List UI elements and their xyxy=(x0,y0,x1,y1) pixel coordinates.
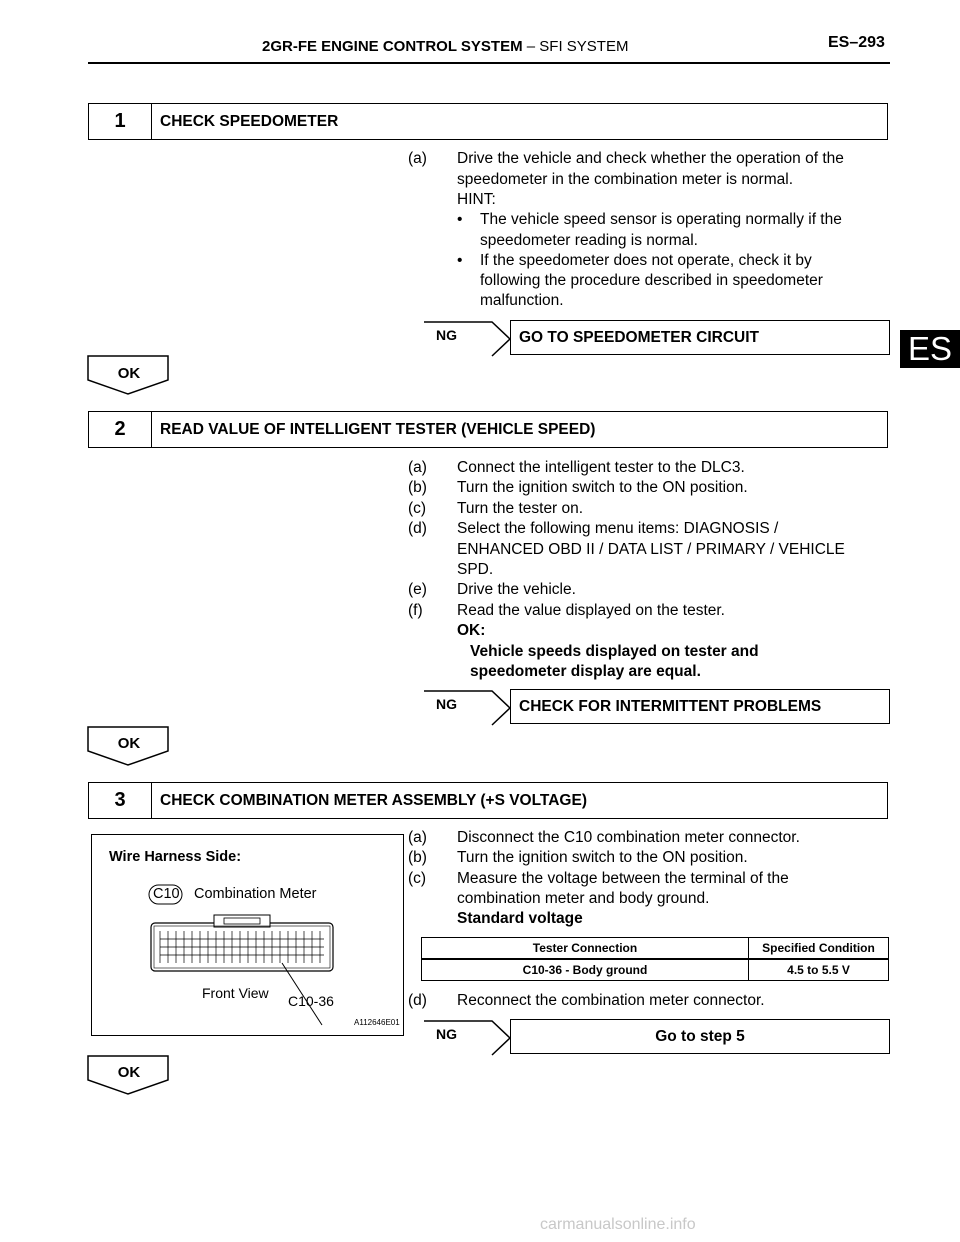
page-number: ES–293 xyxy=(828,34,885,51)
step-2-label-f: (f) xyxy=(408,602,423,619)
standard-voltage-table xyxy=(421,937,889,981)
step-1-number: 1 xyxy=(89,104,152,139)
step-2-line: Turn the ignition switch to the ON position. xyxy=(457,479,748,496)
step-2-label-c: (c) xyxy=(408,500,427,517)
step-2-label-a: (a) xyxy=(408,459,427,476)
view-label: Front View xyxy=(202,985,269,1001)
table-header: Specified Condition xyxy=(749,938,889,960)
ng-arrow-icon xyxy=(424,691,514,725)
step-2-ng-action: CHECK FOR INTERMITTENT PROBLEMS xyxy=(510,689,890,724)
step-2-header xyxy=(88,411,888,448)
step-3-line: Measure the voltage between the terminal of the xyxy=(457,870,789,887)
ng-arrow-icon xyxy=(424,322,514,356)
step-1-line: speedometer in the combination meter is normal. xyxy=(457,171,793,188)
step-3-label-c: (c) xyxy=(408,870,427,887)
step-3-line: Disconnect the C10 combination meter connector. xyxy=(457,829,800,846)
step-1-label-a: (a) xyxy=(408,150,427,167)
step-3-ok-label: OK xyxy=(117,1064,141,1081)
figure-title: Wire Harness Side: xyxy=(109,849,242,865)
step-3-ng-action: Go to step 5 xyxy=(510,1019,890,1054)
connector-figure xyxy=(91,834,404,1036)
figure-id: A112646E01 xyxy=(354,1018,400,1027)
section-title: 2GR-FE ENGINE CONTROL SYSTEM xyxy=(262,38,523,55)
step-3-standard-heading: Standard voltage xyxy=(457,910,583,927)
step-3-label-a: (a) xyxy=(408,829,427,846)
step-3-line: combination meter and body ground. xyxy=(457,890,710,907)
step-1-ng-action: GO TO SPEEDOMETER CIRCUIT xyxy=(510,320,890,355)
step-3-line: Turn the ignition switch to the ON position. xyxy=(457,849,748,866)
ng-arrow-icon xyxy=(424,1021,514,1055)
step-2-title: READ VALUE OF INTELLIGENT TESTER (VEHICLE SPEED) xyxy=(160,420,596,438)
step-2-ng-label: NG xyxy=(436,696,457,712)
step-1-line: malfunction. xyxy=(480,292,564,309)
section-tab: ES xyxy=(900,330,960,368)
bullet-icon: • xyxy=(457,252,463,269)
step-2-line: Read the value displayed on the tester. xyxy=(457,602,725,619)
step-1-title: CHECK SPEEDOMETER xyxy=(160,112,339,130)
step-2-line: Select the following menu items: DIAGNOSIS / xyxy=(457,520,779,537)
step-2-ok-criteria: speedometer display are equal. xyxy=(470,663,701,680)
step-2-line: ENHANCED OBD II / DATA LIST / PRIMARY / VEHICLE xyxy=(457,541,845,558)
terminal-label: C10-36 xyxy=(288,993,334,1009)
step-3-line: Reconnect the combination meter connector. xyxy=(457,992,765,1009)
section-subtitle: – SFI SYSTEM xyxy=(526,38,629,55)
step-2-line: Connect the intelligent tester to the DLC3. xyxy=(457,459,745,476)
step-3-header xyxy=(88,782,888,819)
step-2-line: Drive the vehicle. xyxy=(457,581,576,598)
step-2-label-e: (e) xyxy=(408,581,427,598)
step-3-title: CHECK COMBINATION METER ASSEMBLY (+S VOLTAGE) xyxy=(160,791,587,809)
step-1-header xyxy=(88,103,888,140)
watermark: carmanualsonline.info xyxy=(540,1216,696,1233)
table-cell: C10-36 - Body ground xyxy=(422,959,749,981)
step-1-line: following the procedure described in speedometer xyxy=(480,272,823,289)
table-row xyxy=(422,959,889,981)
step-2-label-d: (d) xyxy=(408,520,427,537)
step-2-label-b: (b) xyxy=(408,479,427,496)
step-1-ok-label: OK xyxy=(117,365,141,382)
step-1-line: If the speedometer does not operate, check it by xyxy=(480,252,812,269)
step-2-line: Turn the tester on. xyxy=(457,500,584,517)
connector-id: C10 xyxy=(153,886,180,902)
connector-diagram xyxy=(150,913,340,1031)
step-3-label-b: (b) xyxy=(408,849,427,866)
step-2-number: 2 xyxy=(89,412,152,447)
table-cell: 4.5 to 5.5 V xyxy=(749,959,889,981)
step-3-ng-label: NG xyxy=(436,1026,457,1042)
step-3-label-d: (d) xyxy=(408,992,427,1009)
section-header xyxy=(262,38,628,55)
connector-name: Combination Meter xyxy=(194,886,317,902)
bullet-icon: • xyxy=(457,211,463,228)
step-1-line: speedometer reading is normal. xyxy=(480,232,698,249)
step-1-hint: HINT: xyxy=(457,191,496,208)
step-2-ok-heading: OK: xyxy=(457,622,486,639)
table-header: Tester Connection xyxy=(422,938,749,960)
header-rule xyxy=(88,62,890,64)
step-2-ok-label: OK xyxy=(117,735,141,752)
step-1-line: The vehicle speed sensor is operating normally if the xyxy=(480,211,842,228)
step-2-ok-criteria: Vehicle speeds displayed on tester and xyxy=(470,643,759,660)
step-1-line: Drive the vehicle and check whether the operation of the xyxy=(457,150,844,167)
step-2-line: SPD. xyxy=(457,561,494,578)
step-1-ng-label: NG xyxy=(436,327,457,343)
step-3-number: 3 xyxy=(89,783,152,818)
